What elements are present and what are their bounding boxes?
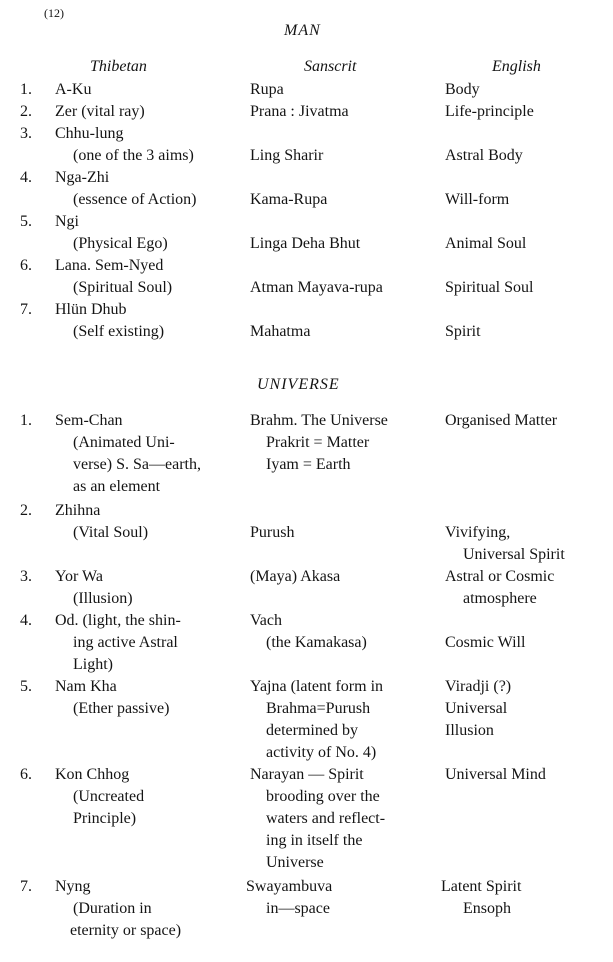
header-sanscrit: Sanscrit xyxy=(304,58,357,75)
page-number: (12) xyxy=(44,6,64,20)
header-english: English xyxy=(492,58,541,75)
document-page: (12) MAN Thibetan Sanscrit English 1. A-Ku Rupa Body 2. Zer (vital ray) Prana : Jivatma Life-principle 3. Chhu-lung (one of the 3 aims) Ling Sharir Astral Body 4. Nga-Zhi (essence of Action) Kama-Rupa Will-form 5. Ngi (Physical Ego) Linga Deha Bhut Animal Soul 6. Lana. Sem-Nyed (Spiritual Soul) Atman Mayava-rupa Spiritual Soul 7. Hlün Dhub (Self existing) Mahatma Spirit UNIVERSE 1. Sem-Chan (Animated Uni- verse) S. Sa—earth, as an element Brahm. The Universe Prakrit = Matter Iyam = Earth Organised Matter 2. Zhihna (Vital Soul) Purush Vivifying, Universal Spirit 3. Yor Wa (Illusion) (Maya) Akasa Astral or Cosmic atmosphere 4. Od. (light, the shin- ing active Astral Light) Vach (the Kamakasa) Cosmic Will 5. Nam Kha (Ether passive) Yajna (latent form in Brahma=Purush determined by activity of No. 4) Viradji (?) Universal Illusion 6. Kon Chhog (Uncreated Principle) Narayan — Spirit brooding over the waters and reflect- ing in itself the Universe Universal Mind 7. Nyng (Duration in eternity or space) Swayambuva in—space Latent Spirit Ensoph xyxy=(20,6,565,939)
header-thibetan: Thibetan xyxy=(90,58,147,75)
